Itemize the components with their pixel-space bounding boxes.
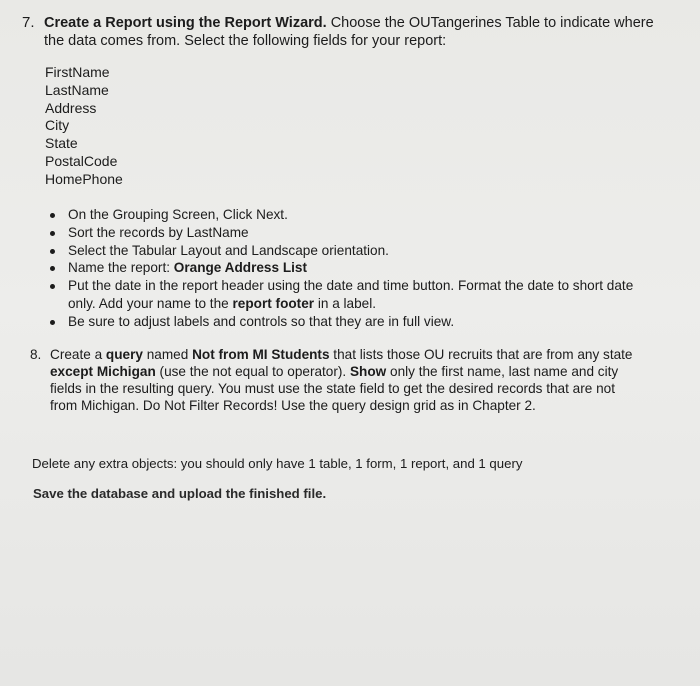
bullet-item: Be sure to adjust labels and controls so that they are in full view. (48, 313, 648, 331)
field-item: City (45, 117, 70, 134)
field-item: FirstName (45, 64, 110, 80)
field-item: Address (45, 99, 97, 116)
bullet-dot-icon (50, 231, 55, 236)
question-7-text (44, 14, 674, 50)
question-7-title: Create a Report using the Report Wizard. (44, 15, 327, 31)
delete-objects-note: Delete any extra objects: you should only have 1 table, 1 form, 1 report, and 1 query (32, 456, 523, 471)
bullet-dot-icon (50, 249, 55, 254)
instruction-bullets (48, 206, 648, 331)
question-8-number: 8. (30, 347, 42, 362)
bullet-item: Put the date in the report header using the date and time button. Format the date to short date only. Add your name to the report footer in a label. (48, 277, 648, 313)
question-7-instruction-fields: Select the following fields for your report: (180, 33, 447, 49)
field-item: PostalCode (45, 152, 118, 169)
bullet-item: Sort the records by LastName (48, 224, 648, 242)
bullet-item: Name the report: Orange Address List (48, 259, 648, 277)
bullet-dot-icon (50, 213, 55, 218)
bullet-dot-icon (50, 284, 55, 289)
question-7-instruction-table: Choose the OUTangerines Table to indicate where the data comes from. (44, 15, 654, 49)
save-database-note: Save the database and upload the finished file. (33, 486, 327, 501)
question-8-text: Create a query named Not from MI Students that lists those OU recruits that are from any state except Michigan (use the not equal to operator). Show only the first name, last name and city fields in the resulting query. You must use the state field to get the desired records that are not from Michigan. Do Not Filter Records! Use the query design grid as in Chapter 2. (50, 347, 633, 413)
question-7-number: 7. (22, 14, 35, 31)
field-item: HomePhone (45, 170, 123, 187)
bullet-dot-icon (50, 320, 55, 325)
question-8 (30, 346, 640, 414)
field-list (45, 64, 123, 189)
bullet-dot-icon (50, 266, 55, 271)
field-item: State (45, 135, 78, 152)
bullet-item: Select the Tabular Layout and Landscape orientation. (48, 242, 648, 260)
field-item: LastName (45, 81, 109, 98)
bullet-item: On the Grouping Screen, Click Next. (48, 206, 648, 224)
